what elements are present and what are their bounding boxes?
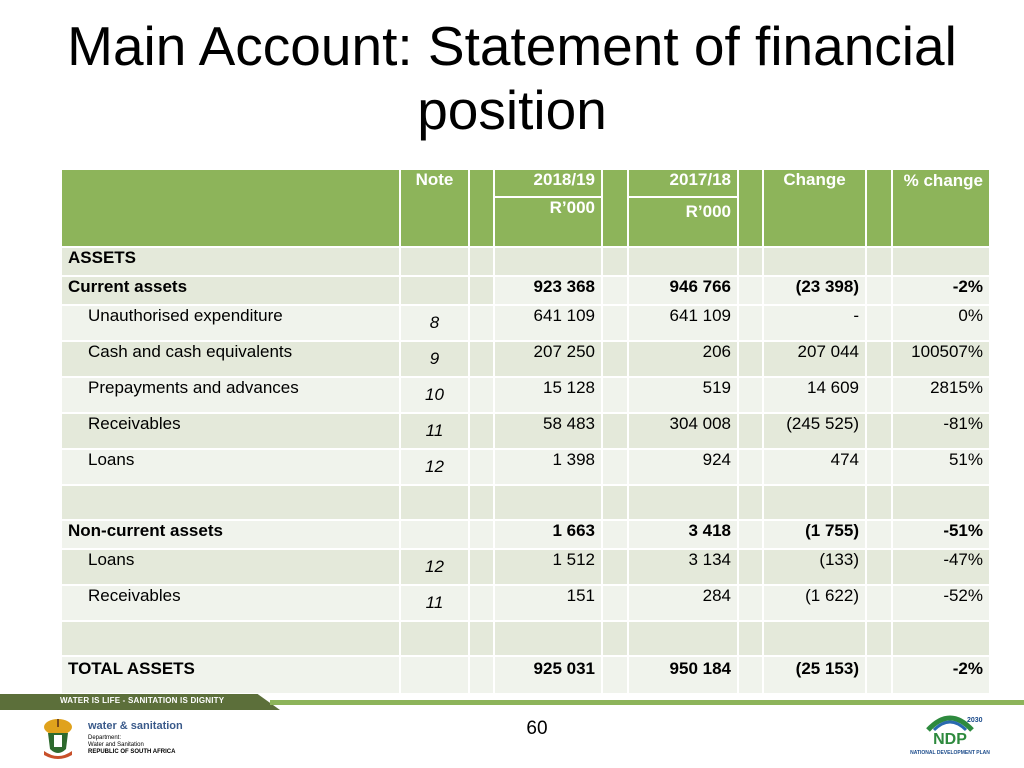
header-year2-unit: R’000 [628, 197, 738, 247]
cell-2018-19: 207 250 [494, 341, 602, 377]
slide-title: Main Account: Statement of financial position [67, 15, 957, 141]
row-label: TOTAL ASSETS [61, 656, 400, 694]
ndp-short: NDP [933, 731, 967, 748]
coat-of-arms-logo [38, 717, 78, 761]
footer-tagline: WATER IS LIFE - SANITATION IS DIGNITY [60, 696, 225, 705]
cell-change: - [763, 305, 866, 341]
cell-pct-change: 51% [892, 449, 990, 485]
cell-2018-19: 923 368 [494, 276, 602, 305]
row-label: Current assets [61, 276, 400, 305]
cell-change: (23 398) [763, 276, 866, 305]
cell-change: (1 755) [763, 520, 866, 549]
row-label: Loans [61, 449, 400, 485]
cell-2017-18: 304 008 [628, 413, 738, 449]
department-country: REPUBLIC OF SOUTH AFRICA [88, 749, 176, 755]
cell-2018-19: 641 109 [494, 305, 602, 341]
table-row [61, 341, 990, 377]
cell-note: 12 [400, 449, 469, 485]
row-label: Cash and cash equivalents [61, 341, 400, 377]
cell-2017-18: 206 [628, 341, 738, 377]
cell-2018-19: 925 031 [494, 656, 602, 694]
header-year2: 2017/18 [628, 169, 738, 197]
cell-2017-18: 641 109 [628, 305, 738, 341]
header-year1: 2018/19 [494, 169, 602, 197]
department-line1: Department: [88, 735, 122, 741]
cell-pct-change: 0% [892, 305, 990, 341]
header-note: Note [400, 169, 469, 247]
cell-2018-19: 151 [494, 585, 602, 621]
cell-pct-change: -52% [892, 585, 990, 621]
cell-change: 474 [763, 449, 866, 485]
cell-2017-18: 519 [628, 377, 738, 413]
table-row [61, 305, 990, 341]
footer-band [0, 694, 1024, 710]
cell-change: 207 044 [763, 341, 866, 377]
ndp-year: 2030 [967, 717, 983, 724]
row-label: Non-current assets [61, 520, 400, 549]
cell-2017-18: 284 [628, 585, 738, 621]
table-row [61, 549, 990, 585]
table-row-spacer [61, 621, 990, 656]
cell-note: 10 [400, 377, 469, 413]
cell-2018-19: 1 512 [494, 549, 602, 585]
cell-note: 11 [400, 585, 469, 621]
cell-change: (25 153) [763, 656, 866, 694]
cell-pct-change: -2% [892, 656, 990, 694]
cell-2017-18: 3 418 [628, 520, 738, 549]
cell-note: 8 [400, 305, 469, 341]
cell-2018-19: 58 483 [494, 413, 602, 449]
table-row [61, 449, 990, 485]
department-line2: Water and Sanitation [88, 742, 144, 748]
table-row [61, 520, 990, 549]
table-header-row [61, 169, 990, 197]
row-label: Loans [61, 549, 400, 585]
table-row [61, 413, 990, 449]
ndp-logo [910, 710, 990, 764]
cell-2017-18: 946 766 [628, 276, 738, 305]
cell-2017-18: 924 [628, 449, 738, 485]
table-row [61, 276, 990, 305]
cell-2018-19: 1 398 [494, 449, 602, 485]
cell-note: 11 [400, 413, 469, 449]
row-label: Receivables [61, 413, 400, 449]
cell-pct-change: 100507% [892, 341, 990, 377]
table-row [61, 247, 990, 276]
cell-change: (245 525) [763, 413, 866, 449]
row-label: Prepayments and advances [61, 377, 400, 413]
department-logo [88, 722, 183, 756]
cell-change: (1 622) [763, 585, 866, 621]
department-brand: water & sanitation [88, 720, 183, 732]
cell-pct-change: 2815% [892, 377, 990, 413]
row-label: ASSETS [61, 247, 400, 276]
table-row [61, 377, 990, 413]
financial-position-table [60, 168, 991, 695]
table-row-spacer [61, 485, 990, 520]
cell-pct-change: -47% [892, 549, 990, 585]
page-number: 60 [526, 718, 548, 739]
table-row-total [61, 656, 990, 694]
ndp-label: NATIONAL DEVELOPMENT PLAN [910, 750, 990, 756]
cell-2017-18: 3 134 [628, 549, 738, 585]
cell-change: 14 609 [763, 377, 866, 413]
cell-note: 12 [400, 549, 469, 585]
header-change: Change [763, 169, 866, 247]
cell-pct-change: -81% [892, 413, 990, 449]
cell-2017-18: 950 184 [628, 656, 738, 694]
row-label: Receivables [61, 585, 400, 621]
header-year1-unit: R’000 [494, 197, 602, 247]
row-label: Unauthorised expenditure [61, 305, 400, 341]
cell-pct-change: -51% [892, 520, 990, 549]
cell-2018-19: 15 128 [494, 377, 602, 413]
cell-note: 9 [400, 341, 469, 377]
cell-2018-19: 1 663 [494, 520, 602, 549]
cell-pct-change: -2% [892, 276, 990, 305]
cell-change: (133) [763, 549, 866, 585]
footer-band-line [270, 700, 1024, 705]
table-row [61, 585, 990, 621]
header-pct-change: % change [892, 169, 990, 247]
